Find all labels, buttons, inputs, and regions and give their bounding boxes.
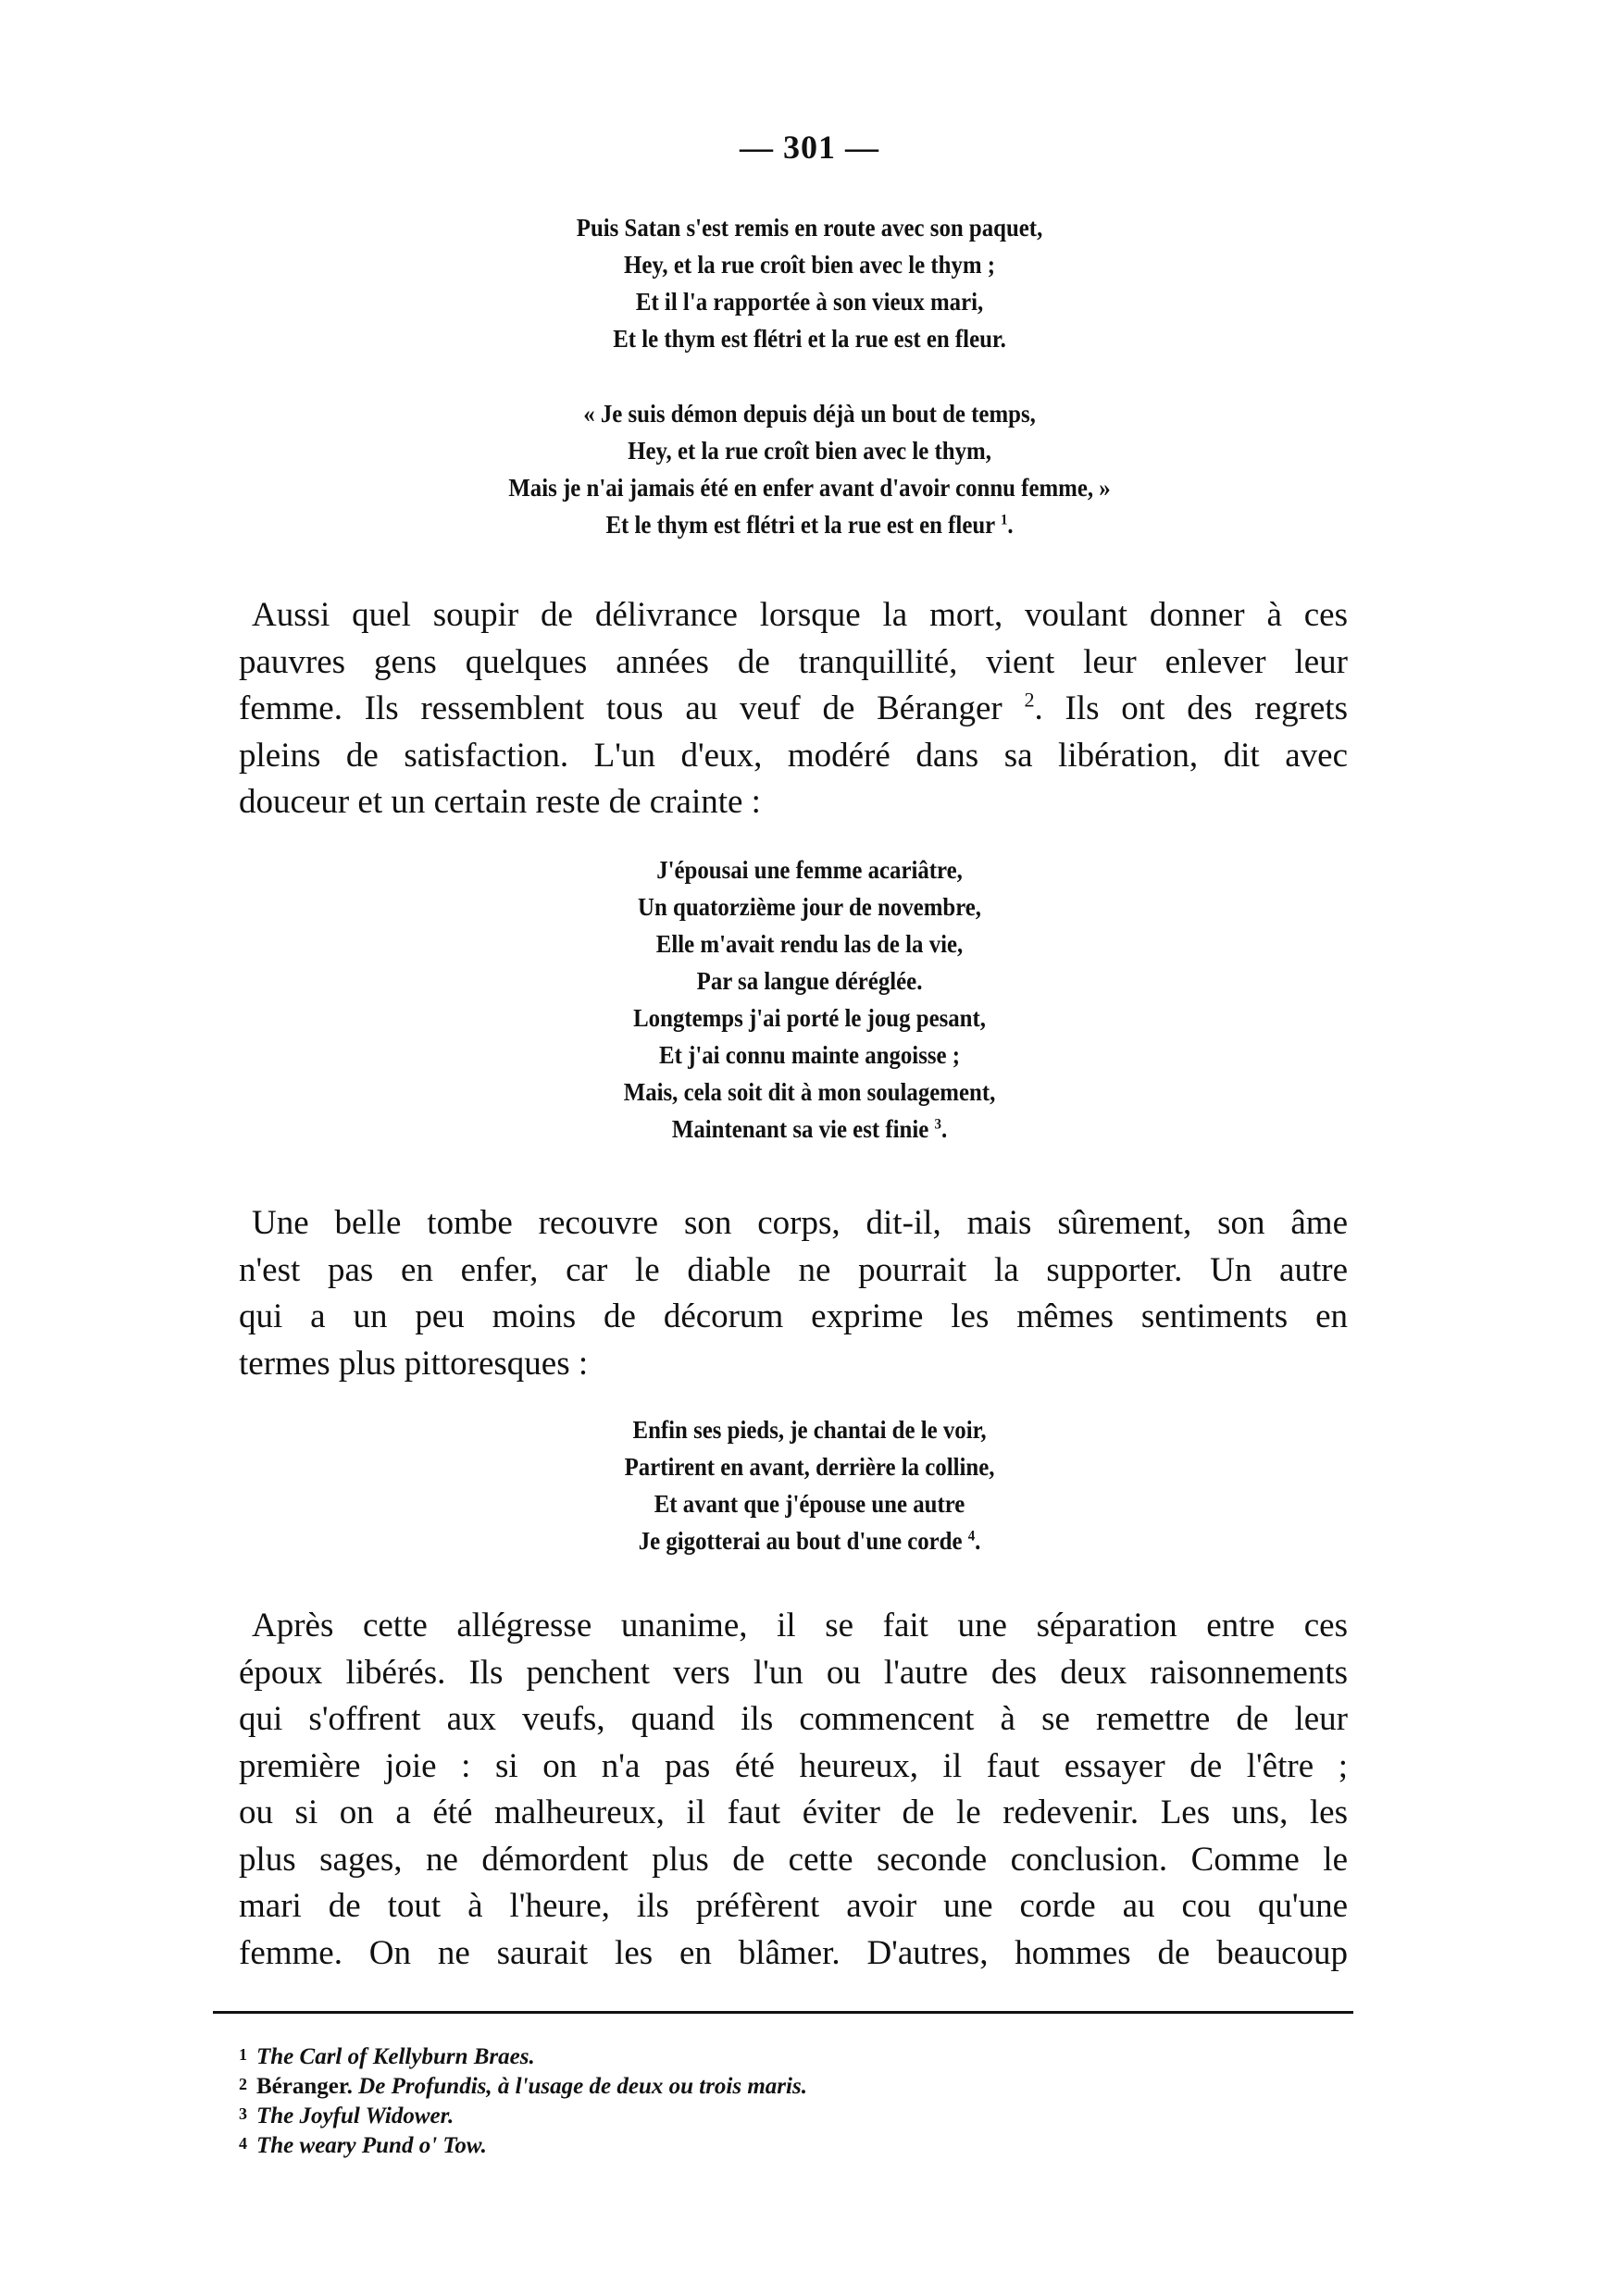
verse-line [65,1111,1554,1148]
footnote-ref: 1 [1000,511,1008,528]
verse-line: Enfin ses pieds, je chantai de le voir, [632,1416,987,1444]
text-line: Après cette allégresse unanime, il se fait une séparation entre ces [252,1607,1348,1644]
verse-2 [65,851,1554,1148]
footnote-number: 1 [239,2045,247,2064]
text-line: plus sages, ne démordent plus de cette seconde conclusion. Comme le [239,1840,1348,1879]
verse-text: . [975,1527,981,1555]
text-line: première joie : si on n'a pas été heureux, il faut essayer de l'être ; [239,1746,1348,1785]
verse-line: Et j'ai connu mainte angoisse ; [659,1041,961,1069]
text-line: douceur et un certain reste de crainte : [239,783,761,821]
verse-line: Et il l'a rapportée à son vieux mari, [635,288,984,316]
footnote [239,2128,807,2158]
text: femme. Ils ressemblent tous au veuf de Béranger [239,689,1025,727]
footnote-number: 2 [239,2075,247,2093]
verse-line: Mais je n'ai jamais été en enfer avant d'avoir connu femme, » [508,474,1111,502]
verse-stanza-2 [65,395,1554,543]
text-line: Une belle tombe recouvre son corps, dit-il, mais sûrement, son âme [252,1204,1348,1242]
footnotes [239,2040,807,2158]
footnote-text: The Joyful Widower. [256,2104,455,2128]
paragraph-1 [239,592,1348,826]
footnote [239,2040,807,2069]
verse-line: Mais, cela soit dit à mon soulagement, [623,1078,996,1106]
verse-line: Puis Satan s'est remis en route avec son paquet, [576,214,1043,242]
text-line [239,686,1348,733]
footnote-author: Béranger. [256,2074,359,2099]
verse-text: Je gigotterai au bout d'une corde [638,1527,968,1555]
footnote-number: 3 [239,2104,247,2123]
verse-line: Longtemps j'ai porté le joug pesant, [633,1004,986,1032]
page-number: — 301 — [740,129,879,166]
verse-line: Et avant que j'épouse une autre [654,1490,965,1518]
text-line: pauvres gens quelques années de tranquillité, vient leur enlever leur [239,642,1348,681]
text-line: ou si on a été malheureux, il faut éviter de le redevenir. Les uns, les [239,1793,1348,1831]
verse-line: Hey, et la rue croît bien avec le thym ; [624,251,996,279]
footnote-ref: 3 [934,1115,941,1133]
verse-3 [65,1411,1554,1559]
verse-text: . [940,1115,948,1143]
verse-line [65,1522,1554,1559]
text-line: qui s'offrent aux veufs, quand ils commencent à se remettre de leur [239,1700,1348,1738]
footnote-ref: 2 [1024,688,1035,712]
verse-line: Partirent en avant, derrière la colline, [624,1453,995,1481]
verse-line: Un quatorzième jour de novembre, [638,893,982,921]
footnote-text: The weary Pund o' Tow. [256,2133,487,2158]
verse-stanza-1 [65,209,1554,357]
text-line: n'est pas en enfer, car le diable ne pourrait la supporter. Un autre [239,1250,1348,1289]
text-line: termes plus pittoresques : [239,1344,589,1383]
verse-line: Par sa langue déréglée. [696,967,923,995]
footnote-text: The Carl of Kellyburn Braes. [256,2044,535,2069]
text: . Ils ont des regrets [1034,689,1348,727]
verse-text: Maintenant sa vie est finie [671,1115,935,1143]
text-line: époux libérés. Ils penchent vers l'un ou l'autre des deux raisonnements [239,1653,1348,1692]
verse-line: J'épousai une femme acariâtre, [656,856,963,884]
verse-text: Et le thym est flétri et la rue est en fleur [605,511,1001,539]
text-line: pleins de satisfaction. L'un d'eux, modéré dans sa libération, dit avec [239,736,1348,775]
text-line: femme. On ne saurait les en blâmer. D'autres, hommes de beaucoup [239,1933,1348,1972]
verse-line: Et le thym est flétri et la rue est en fleur. [613,325,1006,353]
footnote-divider [213,2011,1353,2014]
verse-line: Hey, et la rue croît bien avec le thym, [628,437,991,465]
verse-line [65,506,1554,543]
footnote [239,2069,807,2099]
footnote-number: 4 [239,2134,247,2153]
footnote-text: De Profundis, à l'usage de deux ou trois maris. [358,2074,807,2099]
paragraph-3 [239,1603,1348,1977]
verse-line: « Je suis démon depuis déjà un bout de temps, [583,400,1036,428]
text-line: Aussi quel soupir de délivrance lorsque la mort, voulant donner à ces [252,596,1348,634]
footnote [239,2099,807,2128]
verse-line: Elle m'avait rendu las de la vie, [655,930,964,958]
footnote-ref: 4 [967,1527,976,1545]
text-line: qui a un peu moins de décorum exprime les mêmes sentiments en [239,1297,1348,1335]
paragraph-2 [239,1200,1348,1387]
verse-text: . [1007,511,1014,539]
text-line: mari de tout à l'heure, ils préfèrent avoir une corde au cou qu'une [239,1887,1348,1925]
